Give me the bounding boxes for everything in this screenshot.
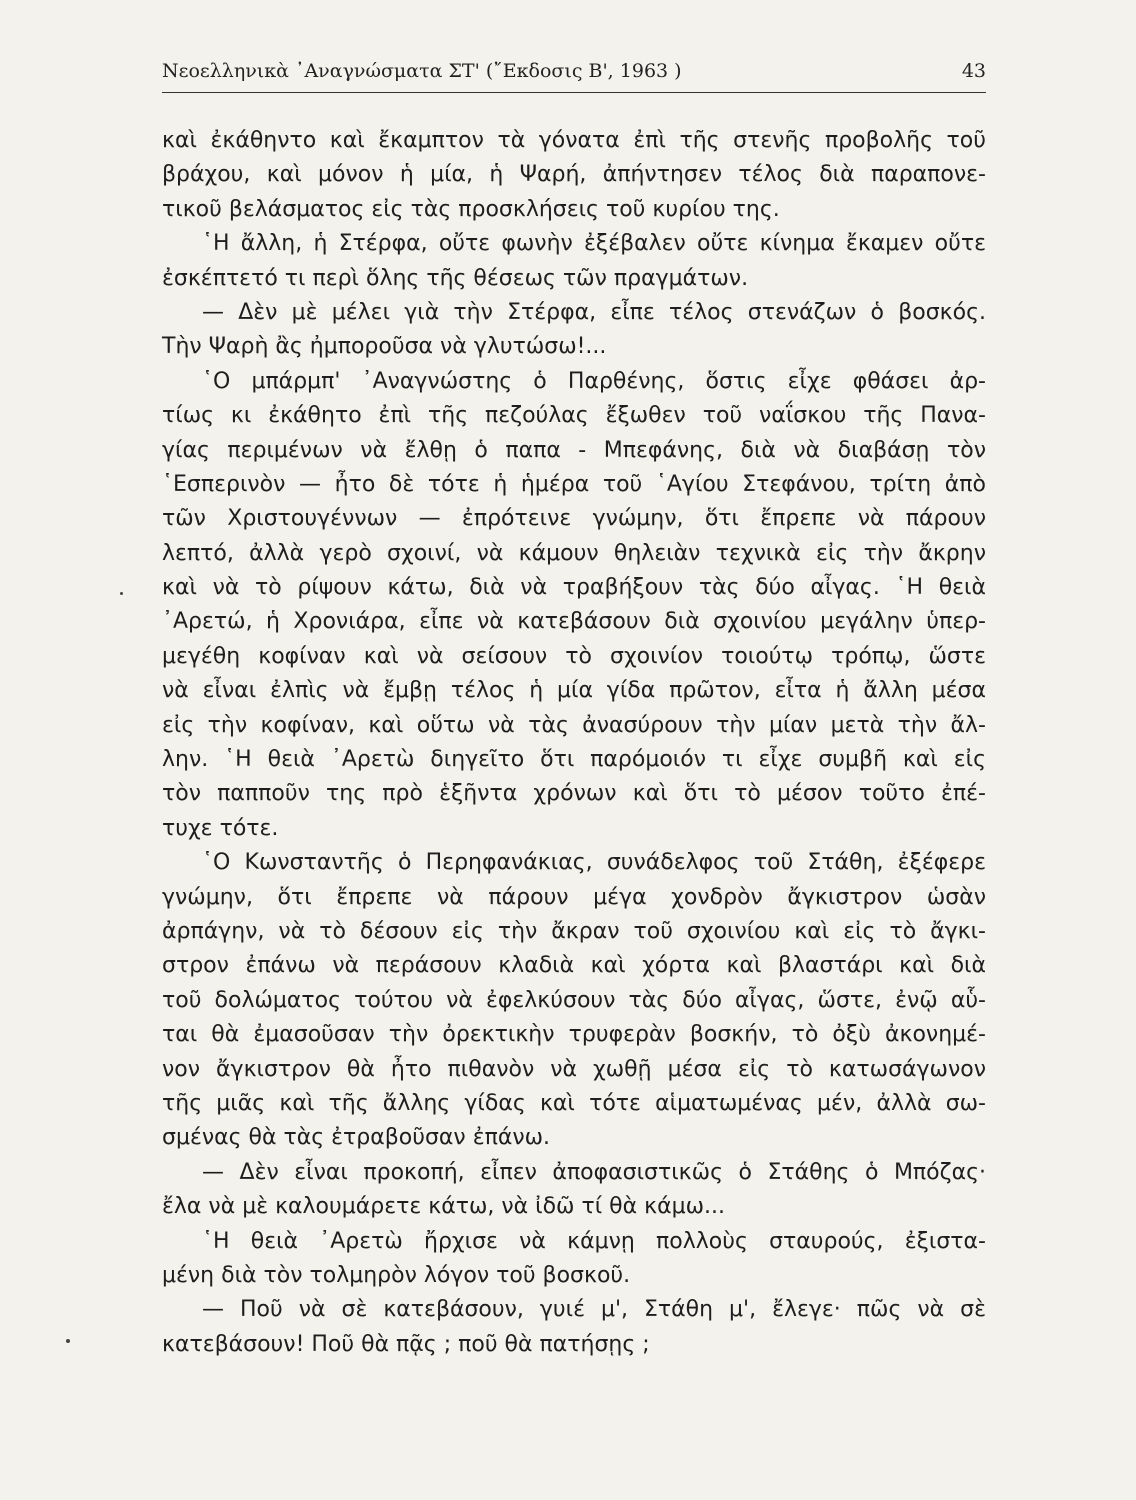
text-line: γίας περιμένων νὰ ἔλθῃ ὁ παπα - Μπεφάνης, διὰ νὰ διαβάσῃ τὸν [162, 437, 986, 463]
text-line: λην. ῾Η θειὰ ᾿Αρετὼ διηγεῖτο ὅτι παρόμοιόν τι εἶχε συμβῆ καὶ εἰς [162, 747, 986, 773]
text-line: τῶν Χριστουγέννων — ἐπρότεινε γνώμην, ὅτι ἔπρεπε νὰ πάρουν [162, 506, 986, 532]
text-line: ἐσκέπτετό τι περὶ ὅλης τῆς θέσεως τῶν πραγμάτων. [162, 265, 749, 291]
header-rule [162, 92, 986, 93]
text-line: — Δὲν μὲ μέλει γιὰ τὴν Στέρφα, εἶπε τέλος στενάζων ὁ βοσκός. [202, 299, 986, 325]
text-line: τοῦ δολώματος τούτου νὰ ἐφελκύσουν τὰς δύο αἶγας, ὥστε, ἐνῷ αὗ- [162, 987, 986, 1013]
text-line: σμένας θὰ τὰς ἐτραβοῦσαν ἐπάνω. [162, 1125, 551, 1151]
text-line: κατεβάσουν! Ποῦ θὰ πᾷς ; ποῦ θὰ πατήσῃς ; [162, 1331, 650, 1357]
text-line: λεπτό, ἀλλὰ γερὸ σχοινί, νὰ κάμουν θηλειὰν τεχνικὰ εἰς τὴν ἄκρην [162, 540, 986, 566]
text-line: καὶ νὰ τὸ ρίψουν κάτω, διὰ νὰ τραβήξουν τὰς δύο αἶγας. ῾Η θειὰ [162, 575, 986, 601]
text-line: τικοῦ βελάσματος εἰς τὰς προσκλήσεις τοῦ κυρίου της. [162, 196, 780, 222]
text-line: τυχε τότε. [162, 815, 279, 841]
text-line: νὰ εἶναι ἐλπὶς νὰ ἔμβῃ τέλος ἡ μία γίδα πρῶτον, εἶτα ἡ ἄλλη μέσα [162, 678, 986, 704]
text-line: ῾Ο Κωνσταντῆς ὁ Περηφανάκιας, συνάδελφος τοῦ Στάθη, ἐξέφερε [202, 850, 986, 876]
text-line: εἰς τὴν κοφίναν, καὶ οὕτω νὰ τὰς ἀνασύρουν τὴν μίαν μετὰ τὴν ἄλ- [162, 712, 986, 738]
running-header-title: Νεοελληνικὰ ᾿Αναγνώσματα ΣΤ' (῎Εκδοσις Β', 1963 ) [162, 60, 682, 82]
text-line: τίως κι ἐκάθητο ἐπὶ τῆς πεζούλας ἔξωθεν τοῦ ναΐσκου τῆς Πανα- [162, 403, 986, 429]
page-number: 43 [961, 60, 986, 82]
text-line: ται θὰ ἐμασοῦσαν τὴν ὀρεκτικὴν τρυφερὰν βοσκήν, τὸ ὀξὺ ἀκονημέ- [162, 1022, 986, 1048]
text-line: Τὴν Ψαρὴ ἂς ἠμποροῦσα νὰ γλυτώσω!... [162, 334, 607, 360]
text-line: ῾Εσπερινὸν — ἦτο δὲ τότε ἡ ἡμέρα τοῦ ῾Αγίου Στεφάνου, τρίτη ἀπὸ [162, 471, 986, 497]
body-text [162, 124, 986, 1362]
running-header [162, 60, 986, 86]
text-line: ᾿Αρετώ, ἡ Χρονιάρα, εἶπε νὰ κατεβάσουν διὰ σχοινίου μεγάλην ὑπερ- [162, 609, 986, 635]
text-line: ἀρπάγην, νὰ τὸ δέσουν εἰς τὴν ἄκραν τοῦ σχοινίου καὶ εἰς τὸ ἄγκι- [162, 918, 986, 944]
text-line: μένη διὰ τὸν τολμηρὸν λόγον τοῦ βοσκοῦ. [162, 1262, 631, 1288]
text-line: — Δὲν εἶναι προκοπή, εἶπεν ἀποφασιστικῶς ὁ Στάθης ὁ Μπόζας· [202, 1159, 986, 1185]
text-line: γνώμην, ὅτι ἔπρεπε νὰ πάρουν μέγα χονδρὸν ἄγκιστρον ὡσὰν [162, 884, 986, 910]
paper-speck [120, 592, 123, 595]
text-line: τῆς μιᾶς καὶ τῆς ἄλλης γίδας καὶ τότε αἱματωμένας μέν, ἀλλὰ σω- [162, 1090, 986, 1116]
text-line: ῾Η ἄλλη, ἡ Στέρφα, οὔτε φωνὴν ἐξέβαλεν οὔτε κίνημα ἔκαμεν οὔτε [202, 231, 986, 257]
text-line: — Ποῦ νὰ σὲ κατεβάσουν, γυιέ μ', Στάθη μ', ἔλεγε· πῶς νὰ σὲ [202, 1297, 986, 1323]
text-line: μεγέθη κοφίναν καὶ νὰ σείσουν τὸ σχοινίον τοιούτῳ τρόπῳ, ὥστε [162, 643, 986, 669]
text-line: ῾Η θειὰ ᾿Αρετὼ ἤρχισε νὰ κάμνῃ πολλοὺς σταυρούς, ἐξιστα- [202, 1228, 986, 1254]
text-line: στρον ἐπάνω νὰ περάσουν κλαδιὰ καὶ χόρτα καὶ βλαστάρι καὶ διὰ [162, 953, 986, 979]
text-line: νον ἄγκιστρον θὰ ἦτο πιθανὸν νὰ χωθῇ μέσα εἰς τὸ κατωσάγωνον [162, 1056, 986, 1082]
text-line: ἔλα νὰ μὲ καλουμάρετε κάτω, νὰ ἰδῶ τί θὰ κάμω... [162, 1194, 725, 1220]
text-line: ῾Ο μπάρμπ' ᾿Αναγνώστης ὁ Παρθένης, ὅστις εἶχε φθάσει ἀρ- [202, 368, 986, 394]
text-line: βράχου, καὶ μόνον ἡ μία, ἡ Ψαρή, ἀπήντησεν τέλος διὰ παραπονε- [162, 162, 986, 188]
text-line: καὶ ἐκάθηντο καὶ ἔκαμπτον τὰ γόνατα ἐπὶ τῆς στενῆς προβολῆς τοῦ [162, 128, 986, 153]
text-line: τὸν παπποῦν της πρὸ ἑξῆντα χρόνων καὶ ὅτι τὸ μέσον τοῦτο ἐπέ- [162, 781, 986, 807]
paper-speck [66, 1339, 70, 1343]
